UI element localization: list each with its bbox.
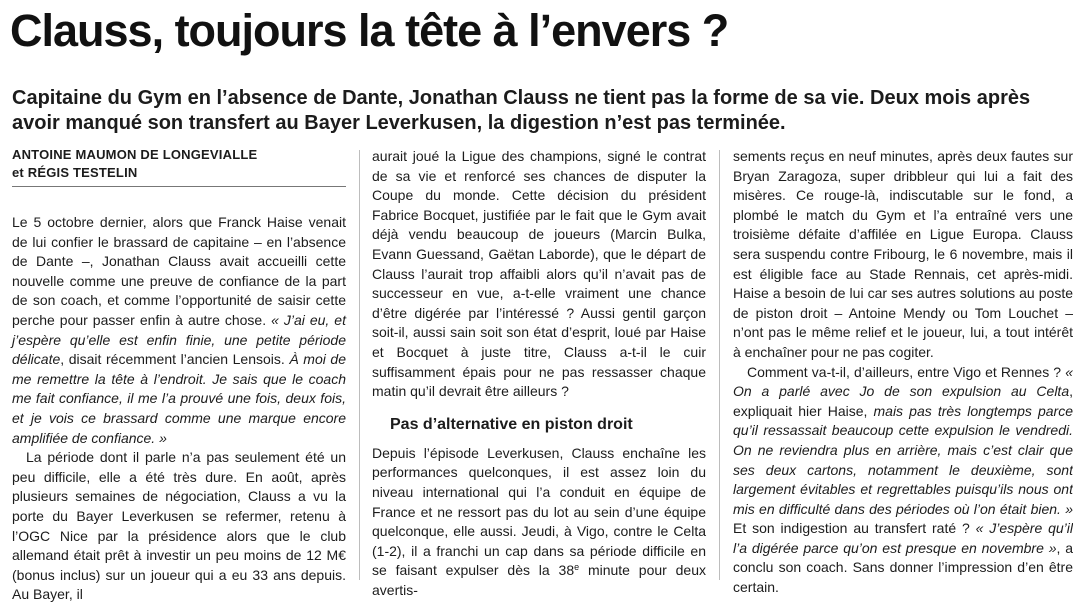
- article-column-3: [733, 147, 1073, 596]
- column-divider-2: [719, 150, 720, 580]
- superscript: e: [574, 562, 580, 573]
- byline-authors-line2: et RÉGIS TESTELIN: [12, 165, 138, 180]
- text-run: Et son indigestion au transfert raté ?: [733, 520, 976, 537]
- paragraph: La période dont il parle n’a pas seulement été un peu difficile, elle a été très dure. En août, après plusieurs semaines de négociation, Clauss a vu la porte du Bayer Leverkusen se refermer, retenu à l’OGC Nice par la présidence alors que le club allemand était prêt à investir un peu moins de 12 M€ (bonus inclus) sur un joueur qui a eu 33 ans depuis. Au Bayer, il: [12, 449, 346, 603]
- column-divider-1: [359, 150, 360, 580]
- quote: À moi de me remettre la tête à l’endroit. Je sais que le coach me fait confiance, il me l’a prouvé une fois, deux fois, et je vois ce brassard comme une marque encore amplifiée de confiance. »: [12, 351, 346, 446]
- text-run: Comment va-t-il, d’ailleurs, entre Vigo et Rennes ?: [747, 363, 1066, 380]
- text-run: , expliquait hier Haise,: [733, 383, 1073, 419]
- article-standfirst: Capitaine du Gym en l’absence de Dante, Jonathan Clauss ne tient pas la forme de sa vie. Deux mois après avoir manqué son transfert au Bayer Leverkusen, la digestion n’est pas terminée.: [12, 87, 1031, 134]
- article-column-1: [12, 146, 346, 603]
- article-column-2: [372, 147, 706, 598]
- paragraph: [733, 363, 1073, 598]
- paragraph: sements reçus en neuf minutes, après deux fautes sur Bryan Zaragoza, super dribbleur qui lui a fait des misères. Ce rouge-là, indiscutable sur le fond, a plombé le match du Gym et l’a entraîné vers une troisième défaite d’affilée en Ligue Europa. Clauss sera suspendu contre Fribourg, le 6 novembre, mais il est éligible face au Stade Rennais, cet après-midi. Haise a besoin de lui car ses autres solutions au poste de piston droit – Antoine Mendy ou Tom Louchet – n’ont pas le même relief et le joueur, lui, a tout intérêt à enchaîner pour ne pas cogiter.: [733, 148, 1073, 360]
- quote: « J’espère qu’il l’a digérée parce qu’on est presque en novembre »: [733, 520, 1073, 556]
- quote: « On a parlé avec Jo de son expulsion au Celta: [733, 363, 1073, 400]
- paragraph: aurait joué la Ligue des champions, signé le contrat de sa vie et renforcé ses chances de disputer la Coupe du monde. Cette décision du président Fabrice Bocquet, justifiée par le fait que le Gym avait déjà vendu beaucoup de joueurs (Marcin Bulka, Evann Guessand, Gaëtan Laborde), que le départ de Clauss l’aurait trop affaibli alors qu’il n’avait pas de successeur en vue, a-t-elle vraiment une chance d’être digérée par l’intéressé ? Aussi gentil garçon soit-il, aussi sain soit son état d’esprit, loué par Haise et Bocquet à juste titre, Clauss a-t-il le cuir suffisamment épais pour ne pas ressasser chaque matin qu’il devrait être ailleurs ?: [372, 148, 706, 400]
- byline-authors-line1: ANTOINE MAUMON DE LONGEVIALLE: [12, 147, 258, 162]
- byline: [12, 146, 346, 187]
- quote: « J’ai eu, et j’espère qu’elle est enfin finie, une petite période délicate: [12, 311, 346, 368]
- text-run: minute pour deux avertis-: [372, 562, 706, 598]
- quote: mais pas très longtemps parce qu’il ressassait beaucoup cette expulsion le vendredi. On ne reviendra plus en arrière, mais c’est clair que ses deux cartons, notamment le deuxième, sont largement évitables et regrettables puisqu’ils nous ont mis en difficulté dans des périodes où l’on était bien. »: [733, 402, 1073, 517]
- section-subheading: Pas d’alternative en piston droit: [390, 415, 633, 433]
- text-run: Depuis l’épisode Leverkusen, Clauss enchaîne les performances quelconques, il est assez loin du niveau international qui l’a conduit en équipe de France et ne ressort pas du lot au sein d’une équipe quelconque, elle aussi. Jeudi, à Vigo, contre le Celta (1-2), il a franchi un cap dans sa période difficile en se faisant expulser dès la 38: [372, 444, 706, 579]
- text-run: Le 5 octobre dernier, alors que Franck Haise venait de lui confier le brassard de capitaine – en l’absence de Dante –, Jonathan Clauss avait accueilli cette nouvelle comme une preuve de confiance de la part de son coach, et comme l’opportunité de saisir cette perche pour passer enfin à autre chose.: [12, 214, 346, 328]
- paragraph: [372, 444, 706, 601]
- text-run: , disait récemment l’ancien Lensois.: [60, 351, 290, 368]
- text-run: , a conclu son coach. Sans donner l’impression d’en être certain.: [733, 539, 1073, 596]
- article-headline: Clauss, toujours la tête à l’envers ?: [10, 5, 729, 56]
- paragraph: [12, 213, 346, 448]
